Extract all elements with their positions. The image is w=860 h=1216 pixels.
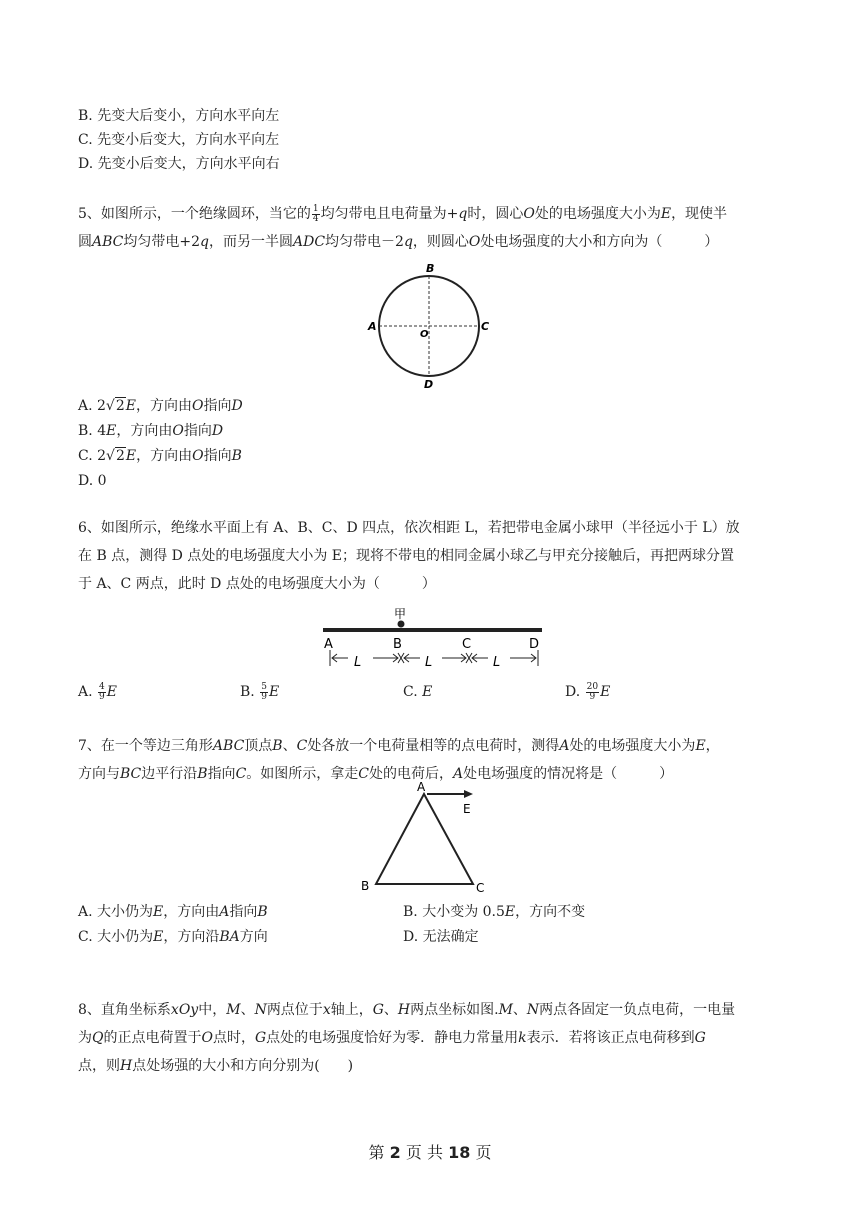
vertex-b: B [361,879,370,893]
vertex-c: C [476,881,485,895]
dim-l-2: L [425,655,433,670]
q7-option-d: D. 无法确定 [403,929,479,945]
q6-option-a: A. $\frac{4}{9}$ E [78,681,117,702]
q5-option-a: A. 2√2E，方向由O指向D [78,398,243,414]
label-a: A [368,320,377,333]
page-footer: 第 2 页 共 18 页 [368,1143,492,1162]
current-page: 2 [389,1143,401,1162]
line-points-figure [318,604,548,674]
question-5-text: 5、如图所示，一个绝缘圆环，当它的 $\frac{1}{4}$ 均匀带电且电荷量为+q时，圆心O处的电场强度大小为E，现使半 圆ABC均匀带电+2q，而另一半圆ADC均匀带电－2q，则圆心O处电场强度的大小和方向为（ ） [78,203,728,250]
label-b: B [426,262,435,275]
q7-option-c: C. 大小仍为E，方向沿BA方向 [78,929,268,945]
ball-jia [398,621,405,628]
q7-option-a: A. 大小仍为E，方向由A指向B [78,904,268,920]
label-jia: 甲 [394,607,407,621]
q7-option-b: B. 大小变为 0.5E，方向不变 [403,904,586,920]
ring-figure [360,260,500,390]
total-pages: 18 [448,1143,471,1162]
fraction-one-quarter: $\frac{1}{4}$ [312,203,319,224]
sqrt-two: √2 [106,448,125,464]
label-e: E [463,802,471,816]
q5-option-d: D. 0 [78,473,107,489]
point-b: B [393,637,402,652]
q5-option-c: C. 2√2E，方向由O指向B [78,448,242,464]
point-d: D [529,637,540,652]
question-6-text: 6、如图所示，绝缘水平面上有 A、B、C、D 四点，依次相距 L，若把带电金属小球甲（半径远小于 L）放 在 B 点，测得 D 点处的电场强度大小为 E；现将不带电的相同金属小球乙与甲充分接触后，再把两球分置 于 A、C 两点，此时 D 点处的电场强度大小为（ ） [78,520,740,592]
point-a: A [324,637,333,652]
q6-option-d: D. $\frac{20}{9}$ E [565,681,611,702]
option-c-prev: C. 先变小后变大，方向水平向左 [78,132,280,148]
option-b-prev: B. 先变大后变小，方向水平向左 [78,108,280,124]
field-arrow-head [464,790,473,798]
triangle-figure [355,780,505,898]
label-c: C [481,320,490,333]
triangle-abc [376,794,473,884]
label-d: D [424,378,434,390]
q6-option-c: C. E [403,684,433,700]
label-o: O [420,329,429,340]
sqrt-two: √2 [105,398,125,414]
q5-option-b: B. 4E，方向由O指向D [78,423,224,439]
q6-option-b: B. $\frac{5}{9}$ E [240,681,280,702]
question-7-text: 7、在一个等边三角形ABC顶点B、C处各放一个电荷量相等的点电荷时，测得A处的电场强度大小为E， 方向与BC边平行沿B指向C。如图所示，拿走C处的电荷后，A处电场强度的情况将是（ ） [78,738,720,782]
dim-l-1: L [354,655,362,670]
option-d-prev: D. 先变小后变大，方向水平向右 [78,156,280,172]
dim-l-3: L [493,655,501,670]
vertex-a: A [417,780,426,794]
point-c: C [462,637,472,652]
question-8-text: 8、直角坐标系xOy中，M、N两点位于x轴上，G、H两点坐标如图.M、N两点各固定一负点电荷，一电量 为Q的正点电荷置于O点时，G点处的电场强度恰好为零．静电力常量用k表示．若将该正点电荷移到G 点，则H点处场强的大小和方向分别为( ) [78,1002,736,1074]
